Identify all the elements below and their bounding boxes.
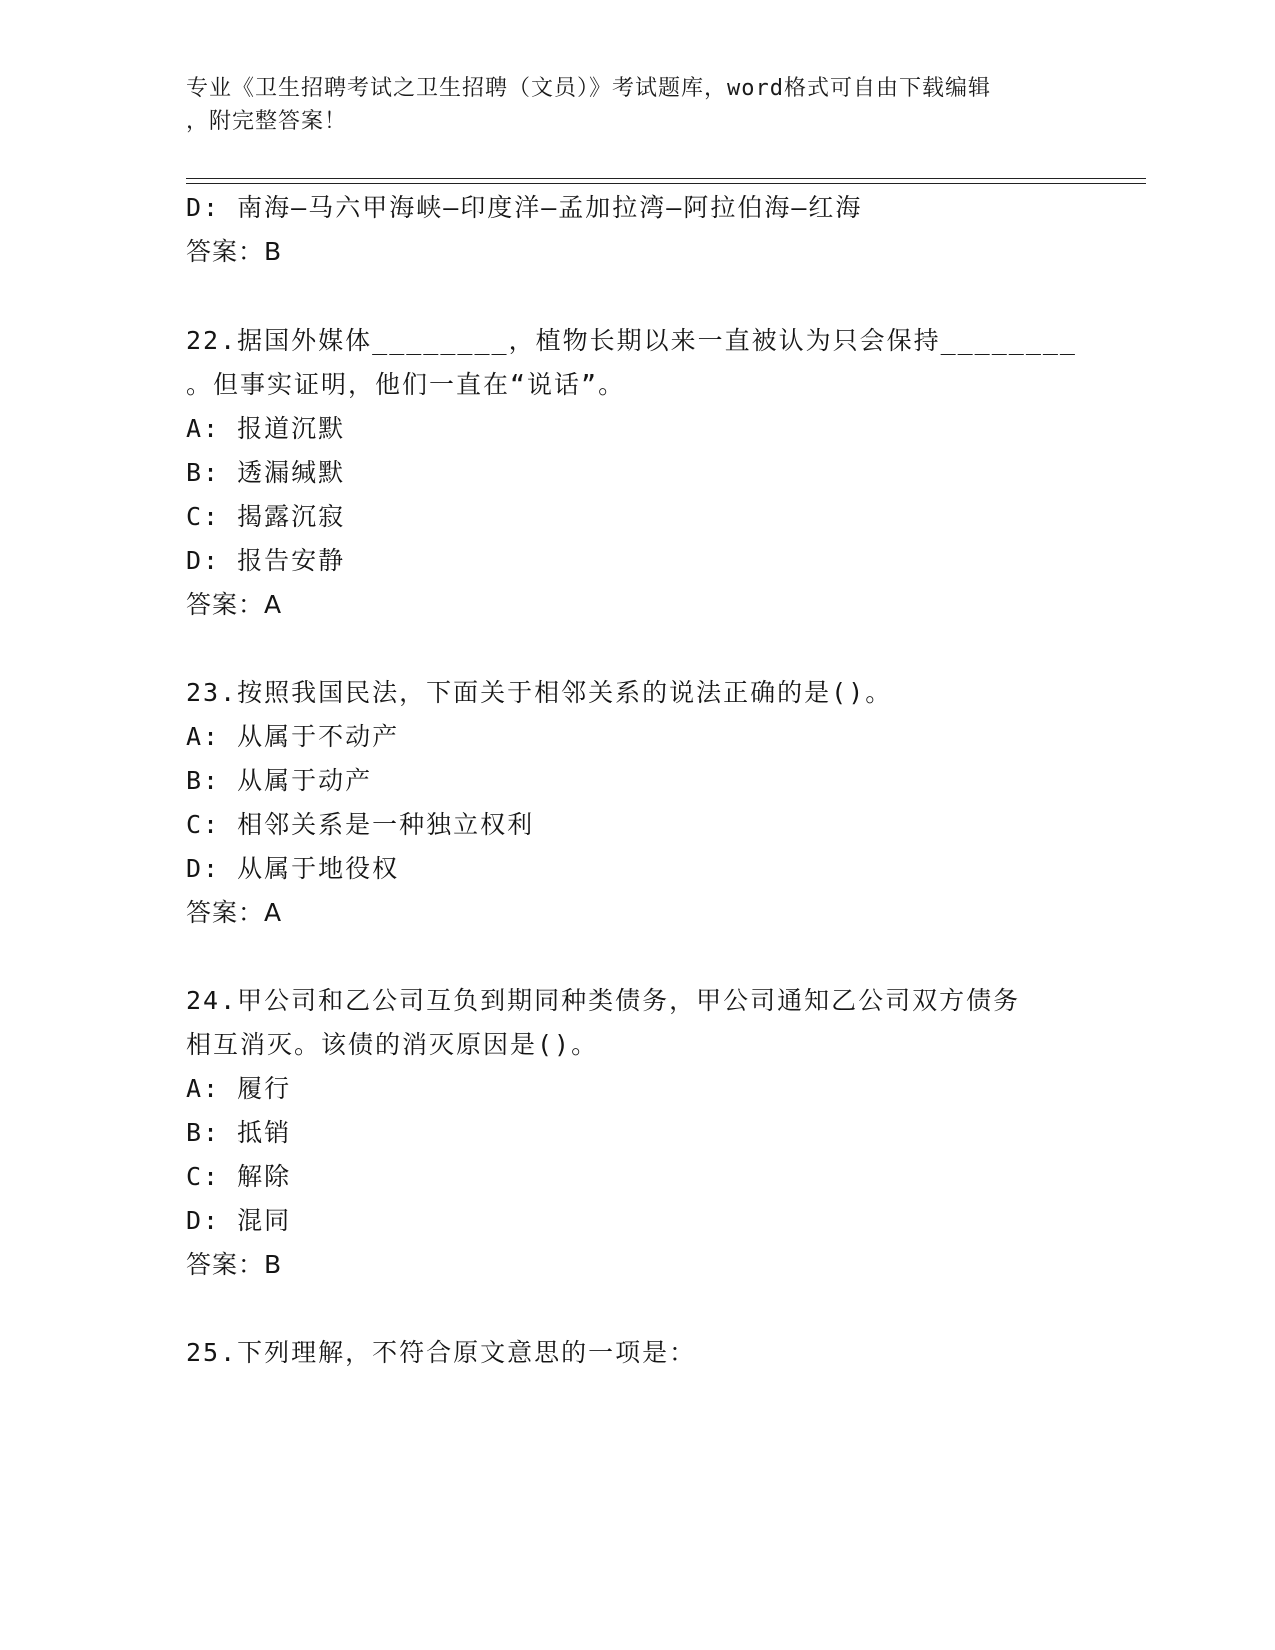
- question-22-option-c: C: 揭露沉寂: [186, 502, 346, 531]
- question-22-stem-line-1: 22.据国外媒体________，植物长期以来一直被认为只会保持________: [186, 326, 1077, 355]
- header-divider-bottom: [186, 183, 1146, 184]
- question-22-option-d: D: 报告安静: [186, 546, 346, 575]
- header-line-2: ，附完整答案！: [186, 109, 348, 134]
- question-25-stem-line-1: 25.下列理解，不符合原文意思的一项是：: [186, 1338, 697, 1367]
- document-header: [186, 72, 1086, 138]
- prev-question-answer: 答案：B: [186, 237, 283, 266]
- question-24-option-a: A: 履行: [186, 1074, 292, 1103]
- header-divider-top: [186, 178, 1146, 179]
- question-24-option-c: C: 解除: [186, 1162, 292, 1191]
- question-23-stem-line-1: 23.按照我国民法，下面关于相邻关系的说法正确的是()。: [186, 678, 893, 707]
- question-23-option-d: D: 从属于地役权: [186, 854, 400, 883]
- question-22-option-a: A: 报道沉默: [186, 414, 346, 443]
- prev-question-option-d: D: 南海—马六甲海峡—印度洋—孟加拉湾—阿拉伯海—红海: [186, 193, 863, 222]
- question-23-option-a: A: 从属于不动产: [186, 722, 400, 751]
- question-24-stem-line-1: 24.甲公司和乙公司互负到期同种类债务，甲公司通知乙公司双方债务: [186, 986, 1021, 1015]
- question-24-stem-line-2: 相互消灭。该债的消灭原因是()。: [186, 1030, 599, 1059]
- question-22-answer: 答案：A: [186, 590, 283, 619]
- question-24-answer: 答案：B: [186, 1250, 283, 1279]
- question-24-option-d: D: 混同: [186, 1206, 292, 1235]
- question-23-option-b: B: 从属于动产: [186, 766, 373, 795]
- question-23-option-c: C: 相邻关系是一种独立权利: [186, 810, 535, 839]
- header-line-1: 专业《卫生招聘考试之卫生招聘（文员）》考试题库，word格式可自由下载编辑: [186, 76, 991, 101]
- question-22-stem-line-2: 。但事实证明，他们一直在“说话”。: [186, 370, 626, 399]
- question-23-answer: 答案：A: [186, 898, 283, 927]
- question-24-option-b: B: 抵销: [186, 1118, 292, 1147]
- question-22-option-b: B: 透漏缄默: [186, 458, 346, 487]
